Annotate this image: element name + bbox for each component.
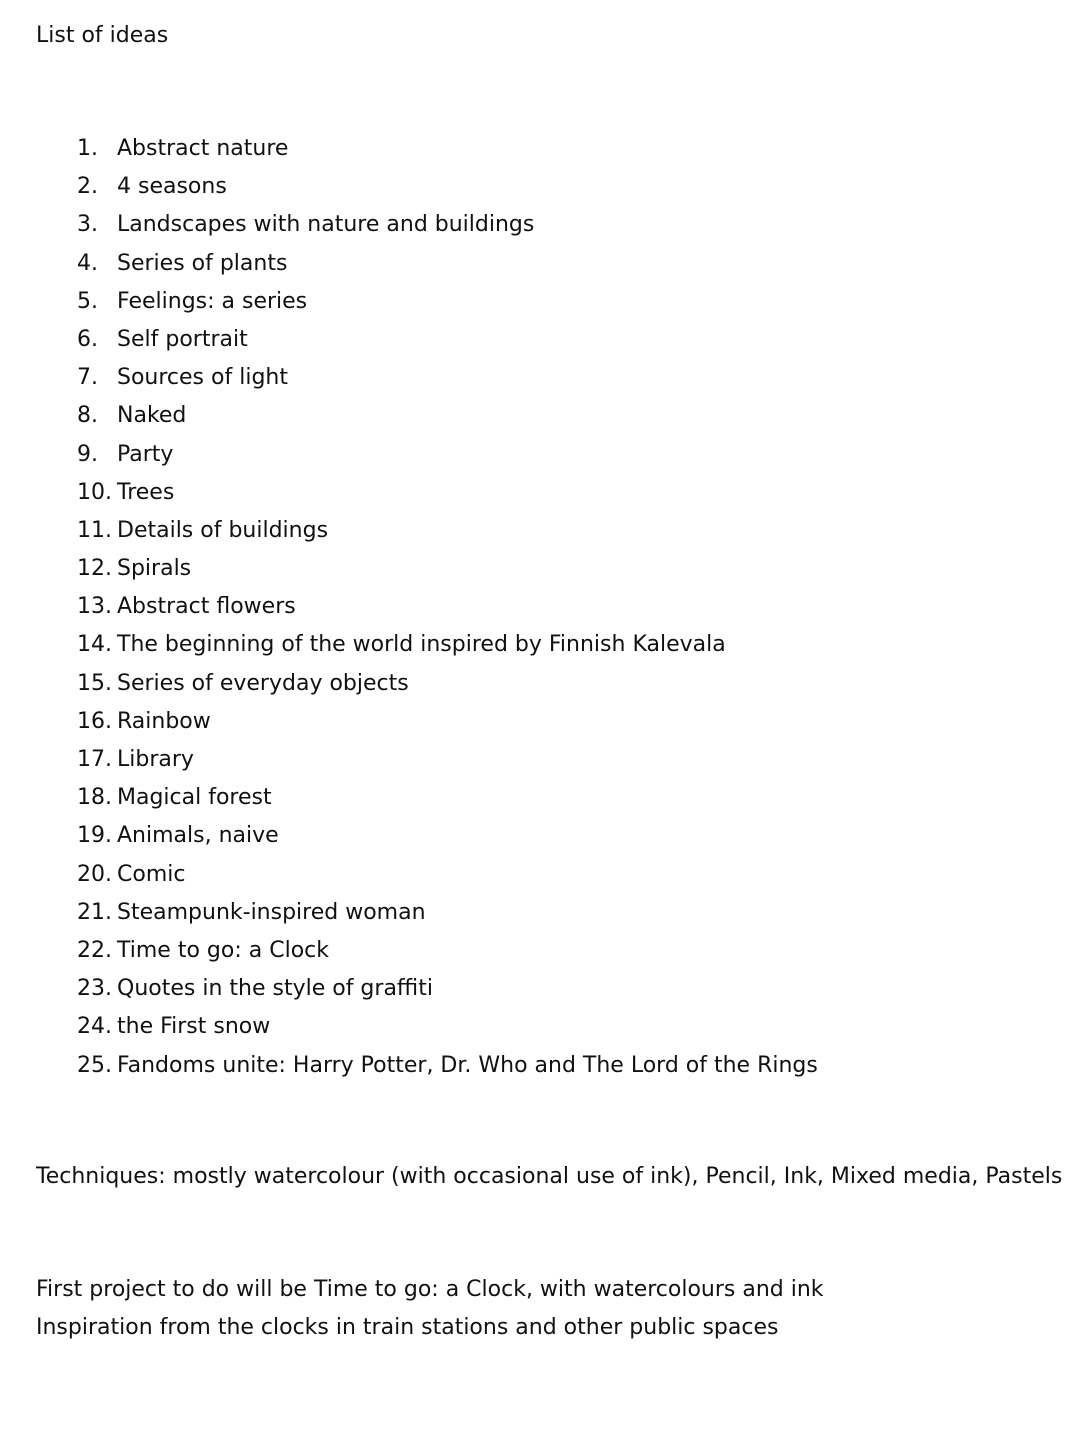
list-item-number: 6.	[77, 326, 98, 352]
list-item-label: Magical forest	[117, 785, 272, 811]
list-item-number: 16.	[77, 708, 112, 734]
list-item-number: 11.	[77, 517, 112, 543]
list-item-number: 18.	[77, 785, 112, 811]
list-item-number: 24.	[77, 1014, 112, 1040]
first-project-paragraph: First project to do will be Time to go: a Clock, with watercolours and ink	[36, 1277, 824, 1302]
list-item-number: 1.	[77, 136, 98, 161]
list-item-label: Series of everyday objects	[117, 670, 409, 696]
list-item-label: 4 seasons	[117, 174, 227, 200]
list-item-label: Details of buildings	[117, 517, 329, 543]
list-item-label: Party	[117, 441, 174, 467]
list-item-number: 9.	[77, 441, 98, 467]
list-item-label: The beginning of the world inspired by Finnish Kalevala	[117, 632, 726, 658]
list-item-label: Naked	[117, 403, 187, 429]
list-item-number: 19.	[77, 823, 112, 849]
list-item-label: Library	[117, 747, 194, 772]
list-item-label: Steampunk-inspired woman	[117, 899, 426, 925]
document-title: List of ideas	[36, 23, 169, 48]
list-item-number: 7.	[77, 365, 98, 391]
list-item-label: Fandoms unite: Harry Potter, Dr. Who and The Lord of the Rings	[117, 1052, 818, 1078]
list-item-label: Comic	[117, 861, 186, 887]
list-item-label: Spirals	[117, 556, 192, 582]
list-item-number: 15.	[77, 670, 112, 696]
list-item-number: 20.	[77, 861, 112, 887]
list-item-number: 12.	[77, 556, 112, 582]
list-item-number: 14.	[77, 632, 112, 658]
list-item-label: Abstract nature	[117, 136, 289, 161]
techniques-paragraph: Techniques: mostly watercolour (with occasional use of ink), Pencil, Ink, Mixed media, Pastels	[36, 1164, 1063, 1189]
list-item-number: 22.	[77, 937, 112, 963]
list-item-number: 3.	[77, 212, 98, 238]
list-item-label: Self portrait	[117, 326, 248, 352]
list-item-number: 13.	[77, 594, 112, 620]
list-item-number: 5.	[77, 288, 98, 314]
list-item-number: 17.	[77, 747, 112, 772]
list-item-number: 4.	[77, 250, 98, 276]
list-item-number: 25.	[77, 1052, 112, 1078]
list-item-label: Abstract flowers	[117, 594, 296, 620]
list-item-label: Quotes in the style of graffiti	[117, 976, 433, 1002]
list-item-label: Time to go: a Clock	[117, 937, 329, 963]
list-item-label: the First snow	[117, 1014, 271, 1040]
list-item-number: 10.	[77, 479, 112, 505]
list-item-number: 8.	[77, 403, 98, 429]
list-item-number: 2.	[77, 174, 98, 200]
inspiration-paragraph: Inspiration from the clocks in train stations and other public spaces	[36, 1315, 779, 1340]
list-item-label: Trees	[117, 479, 175, 505]
list-item-label: Animals, naive	[117, 823, 279, 849]
list-item-number: 21.	[77, 899, 112, 925]
list-item-label: Landscapes with nature and buildings	[117, 212, 535, 238]
list-item-label: Sources of light	[117, 365, 288, 391]
list-item-label: Series of plants	[117, 250, 288, 276]
list-item-label: Rainbow	[117, 708, 211, 734]
list-item-label: Feelings: a series	[117, 288, 308, 314]
list-item-number: 23.	[77, 976, 112, 1002]
